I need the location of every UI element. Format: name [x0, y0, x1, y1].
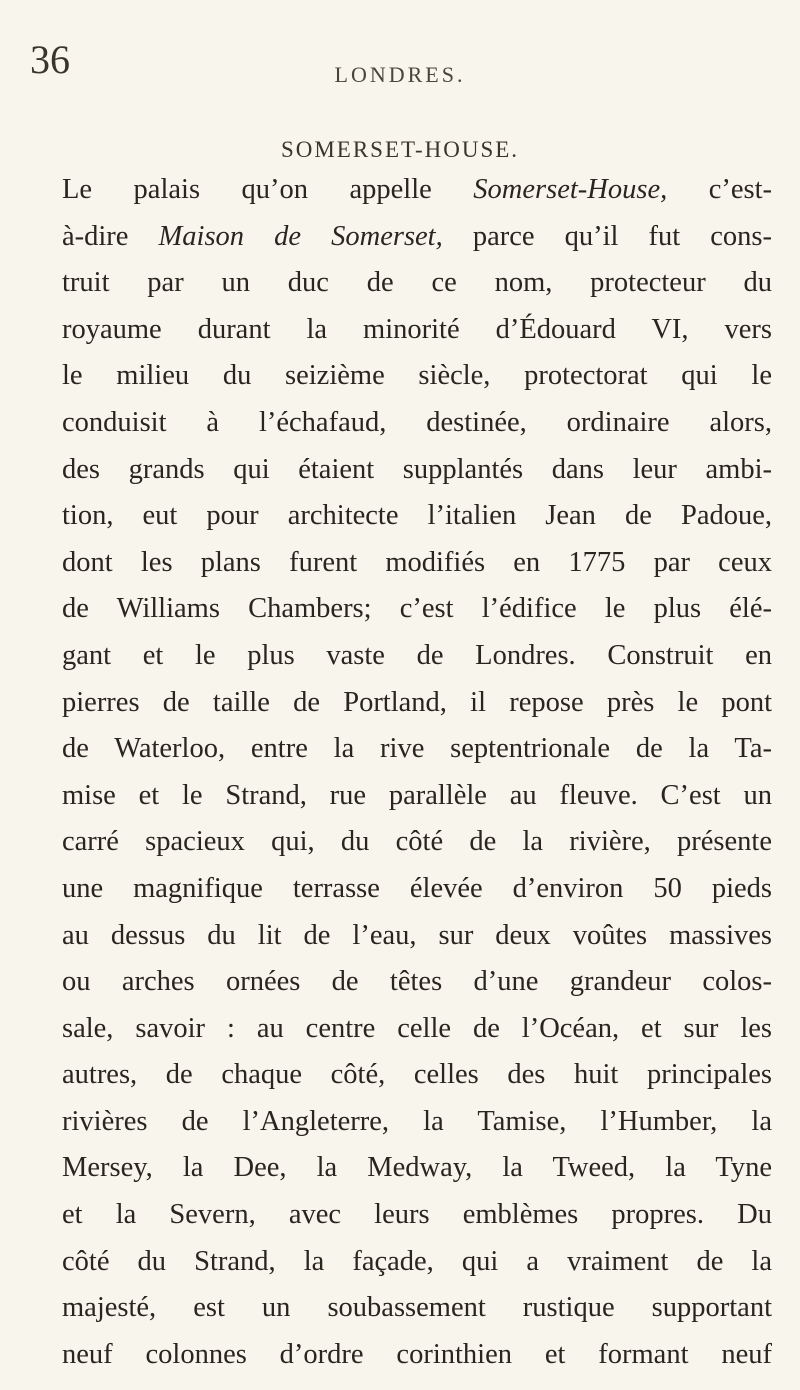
text-line: royaume durant la minorité d’Édouard VI, vers [62, 313, 772, 345]
text-line: ou arches ornées de têtes d’une grandeur colos- [62, 966, 772, 998]
text-line: Mersey, la Dee, la Medway, la Tweed, la Tyne [62, 1152, 772, 1184]
italic-text: Somerset-House, [473, 174, 668, 205]
text-run: Le palais qu’on appelle [62, 174, 474, 205]
text-line [62, 214, 772, 261]
text-run: à-dire [62, 220, 159, 252]
text-line: conduisit à l’échafaud, destinée, ordinaire alors, [62, 406, 772, 438]
text-line: une magnifique terrasse élevée d’environ 50 pieds [62, 872, 772, 904]
text-line: et la Severn, avec leurs emblèmes propres. Du [62, 1199, 772, 1231]
text-line: autres, de chaque côté, celles des huit principales [62, 1059, 772, 1091]
text-line: mise et le Strand, rue parallèle au fleuve. C’est un [62, 779, 772, 811]
text-line: gant et le plus vaste de Londres. Construit en [62, 639, 772, 671]
text-line: au dessus du lit de l’eau, sur deux voûtes massives [62, 919, 772, 951]
text-line: de Waterloo, entre la rive septentrionale de la Ta- [62, 733, 772, 765]
text-line: côté du Strand, la façade, qui a vraiment de la [62, 1245, 772, 1277]
text-line: rivières de l’Angleterre, la Tamise, l’Humber, la [62, 1105, 772, 1137]
page-number: 36 [30, 37, 70, 82]
text-run: c’est- [667, 174, 773, 205]
text-line: dont les plans furent modifiés en 1775 par ceux [62, 546, 772, 578]
text-line: de Williams Chambers; c’est l’édifice le plus élé- [62, 593, 772, 625]
text-line: majesté, est un soubassement rustique supportant [62, 1292, 772, 1324]
text-line: neuf colonnes d’ordre corinthien et formant neuf [62, 1338, 772, 1370]
text-line: carré spacieux qui, du côté de la rivière, présente [62, 826, 772, 858]
text-line: des grands qui étaient supplantés dans leur ambi- [62, 453, 772, 485]
text-line: truit par un duc de ce nom, protecteur du [62, 267, 772, 299]
text-line: tion, eut pour architecte l’italien Jean de Padoue, [62, 500, 772, 532]
running-head: LONDRES. [334, 62, 466, 87]
text-line [62, 167, 772, 214]
body-text [62, 167, 772, 1378]
italic-text: Maison de Somerset, [158, 220, 443, 252]
text-line: pierres de taille de Portland, il repose près le pont [62, 686, 772, 718]
section-title: SOMERSET-HOUSE. [280, 137, 520, 162]
text-run: parce qu’il fut cons- [442, 220, 772, 252]
text-line: sale, savoir : au centre celle de l’Océan, et sur les [62, 1012, 772, 1044]
text-line: le milieu du seizième siècle, protectorat qui le [62, 360, 772, 392]
